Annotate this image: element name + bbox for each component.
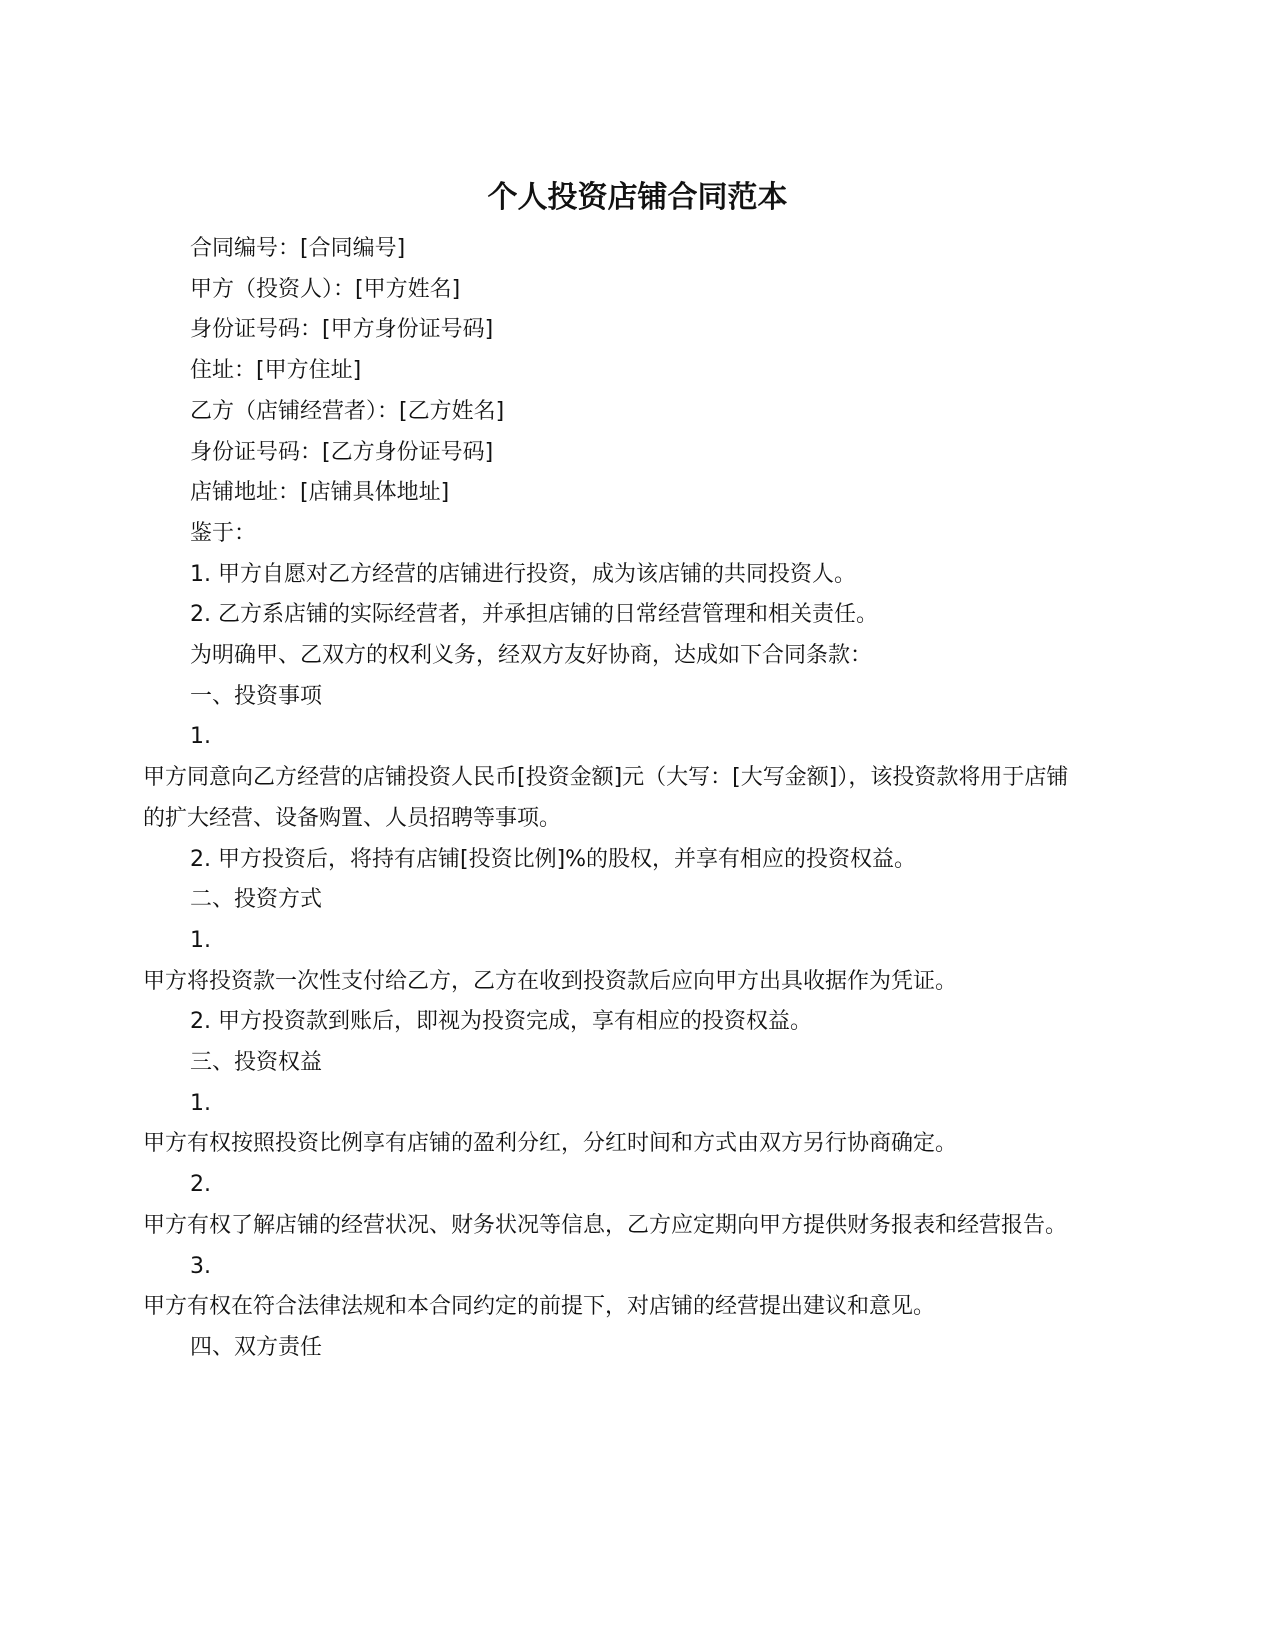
paragraph: 甲方（投资人）：[甲方姓名]	[190, 276, 461, 302]
paragraph: 2. 乙方系店铺的实际经营者，并承担店铺的日常经营管理和相关责任。	[190, 602, 878, 628]
paragraph: 店铺地址：[店铺具体地址]	[190, 480, 450, 506]
paragraph: 甲方将投资款一次性支付给乙方，乙方在收到投资款后应向甲方出具收据作为凭证。	[143, 968, 958, 994]
paragraph: 三、投资权益	[190, 1050, 323, 1076]
paragraph: 3.	[190, 1253, 211, 1279]
paragraph: 合同编号：[合同编号]	[190, 236, 406, 261]
paragraph: 1.	[190, 927, 211, 953]
paragraph: 二、投资方式	[190, 887, 323, 913]
paragraph: 2. 甲方投资后，将持有店铺[投资比例]%的股权，并享有相应的投资权益。	[190, 846, 917, 872]
paragraph: 身份证号码：[甲方身份证号码]	[190, 317, 494, 343]
paragraph: 1.	[190, 724, 211, 750]
paragraph: 1.	[190, 1090, 211, 1116]
paragraph: 鉴于：	[190, 520, 257, 546]
paragraph: 一、投资事项	[190, 683, 323, 709]
paragraph: 甲方有权按照投资比例享有店铺的盈利分红，分红时间和方式由双方另行协商确定。	[143, 1131, 958, 1157]
paragraph: 为明确甲、乙双方的权利义务，经双方友好协商，达成如下合同条款：	[190, 643, 873, 669]
paragraph: 甲方同意向乙方经营的店铺投资人民币[投资金额]元（大写：[大写金额]），该投资款将用于店铺的扩大经营、设备购置、人员招聘等事项。	[143, 765, 1069, 831]
paragraph: 四、双方责任	[190, 1334, 323, 1360]
paragraph: 2. 甲方投资款到账后，即视为投资完成，享有相应的投资权益。	[190, 1009, 812, 1035]
paragraph: 身份证号码：[乙方身份证号码]	[190, 439, 494, 465]
document-title: 个人投资店铺合同范本	[487, 180, 788, 215]
paragraph: 1. 甲方自愿对乙方经营的店铺进行投资，成为该店铺的共同投资人。	[190, 561, 856, 587]
paragraph: 甲方有权了解店铺的经营状况、财务状况等信息，乙方应定期向甲方提供财务报表和经营报告。	[143, 1212, 1068, 1238]
paragraph: 住址：[甲方住址]	[190, 358, 362, 384]
paragraph: 乙方（店铺经营者）：[乙方姓名]	[190, 398, 505, 424]
paragraph: 甲方有权在符合法律法规和本合同约定的前提下，对店铺的经营提出建议和意见。	[143, 1294, 936, 1320]
document-body	[143, 229, 1078, 1369]
paragraph: 2.	[190, 1172, 211, 1198]
